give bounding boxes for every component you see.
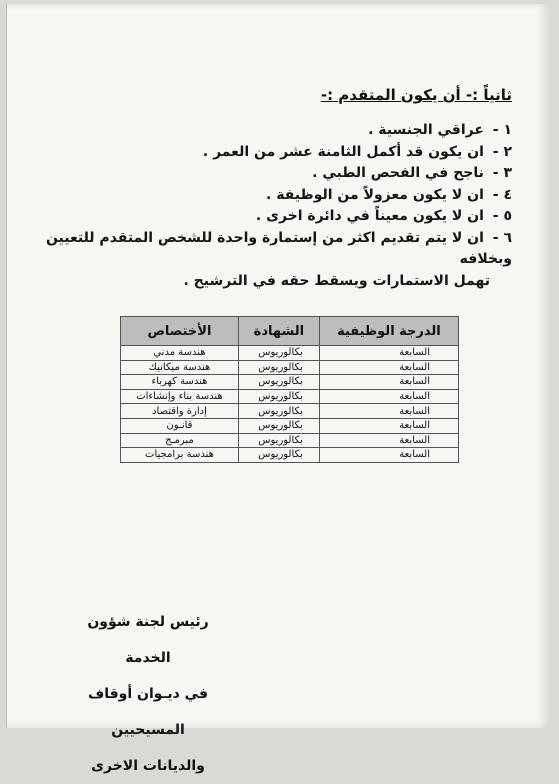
positions-table bbox=[120, 316, 459, 463]
table-header-row bbox=[121, 317, 459, 346]
grade-cell: السابعة bbox=[319, 433, 458, 448]
conditions-list bbox=[42, 120, 512, 292]
specialization-cell: هندسة بناء وإنشاءات bbox=[121, 389, 239, 404]
signature-block bbox=[63, 604, 233, 784]
column-header-specialization: الأختصاص bbox=[121, 317, 239, 346]
certificate-cell: بكالوريوس bbox=[238, 360, 319, 375]
signature-line-religions: والديانات الاخرى bbox=[91, 758, 205, 774]
condition-item: ٢ - ان يكون قد أكمل الثامنة عشر من العمر . bbox=[202, 143, 512, 160]
condition-item: ٣ - ناجح في الفحص الطبي . bbox=[312, 165, 512, 181]
grade-cell: السابعة bbox=[319, 360, 458, 375]
grade-cell: السابعة bbox=[319, 418, 458, 433]
table-row bbox=[121, 433, 459, 448]
condition-item-continuation: تهمل الاستمارات ويسقط حقه في الترشيح . bbox=[183, 272, 490, 289]
section-heading bbox=[321, 86, 512, 104]
certificate-cell: بكالوريوس bbox=[238, 404, 319, 419]
certificate-cell: بكالوريوس bbox=[238, 389, 319, 404]
condition-item: ٤ - ان لا يكون معزولاً من الوظيفة . bbox=[266, 186, 512, 203]
specialization-cell: قانـون bbox=[121, 418, 239, 433]
document-page bbox=[6, 4, 550, 774]
condition-item: ٥ - ان لا يكون معيناً في دائرة اخرى . bbox=[255, 208, 512, 224]
specialization-cell: هندسة ميكانيك bbox=[121, 360, 239, 375]
table-row bbox=[121, 346, 459, 361]
specialization-cell: هندسة برامجيات bbox=[121, 448, 239, 463]
signature-line-title: رئيس لجنة شؤون الخدمة bbox=[87, 614, 209, 666]
column-header-grade: الدرجة الوظيفية bbox=[319, 317, 458, 346]
section-heading-text: ثانياً :- أن يكون المتقدم :- bbox=[320, 86, 512, 104]
specialization-cell: إدارة واقتصاد bbox=[121, 404, 239, 419]
table-row bbox=[121, 360, 459, 375]
condition-item: ١ - عراقي الجنسية . bbox=[368, 122, 512, 138]
specialization-cell: مبرمـج bbox=[121, 433, 239, 448]
certificate-cell: بكالوريوس bbox=[238, 433, 319, 448]
grade-cell: السابعة bbox=[319, 346, 458, 361]
signature-line-office: في ديـوان أوقاف المسيحيين bbox=[87, 686, 209, 738]
table-row bbox=[121, 375, 459, 390]
grade-cell: السابعة bbox=[319, 389, 458, 404]
certificate-cell: بكالوريوس bbox=[238, 418, 319, 433]
condition-item: ٦ - ان لا يتم تقديم اكثر من إستمارة واحدة للشخص المتقدم للتعيين وبخلافه bbox=[45, 229, 512, 267]
table-row bbox=[121, 389, 459, 404]
table-row bbox=[121, 418, 459, 433]
certificate-cell: بكالوريوس bbox=[238, 448, 319, 463]
specialization-cell: هندسة مدني bbox=[121, 346, 239, 361]
grade-cell: السابعة bbox=[319, 375, 458, 390]
table-row bbox=[121, 448, 459, 463]
grade-cell: السابعة bbox=[319, 448, 458, 463]
table-row bbox=[121, 404, 459, 419]
certificate-cell: بكالوريوس bbox=[238, 346, 319, 361]
certificate-cell: بكالوريوس bbox=[238, 375, 319, 390]
column-header-certificate: الشهادة bbox=[238, 317, 319, 346]
grade-cell: السابعة bbox=[319, 404, 458, 419]
specialization-cell: هندسة كهرباء bbox=[121, 375, 239, 390]
